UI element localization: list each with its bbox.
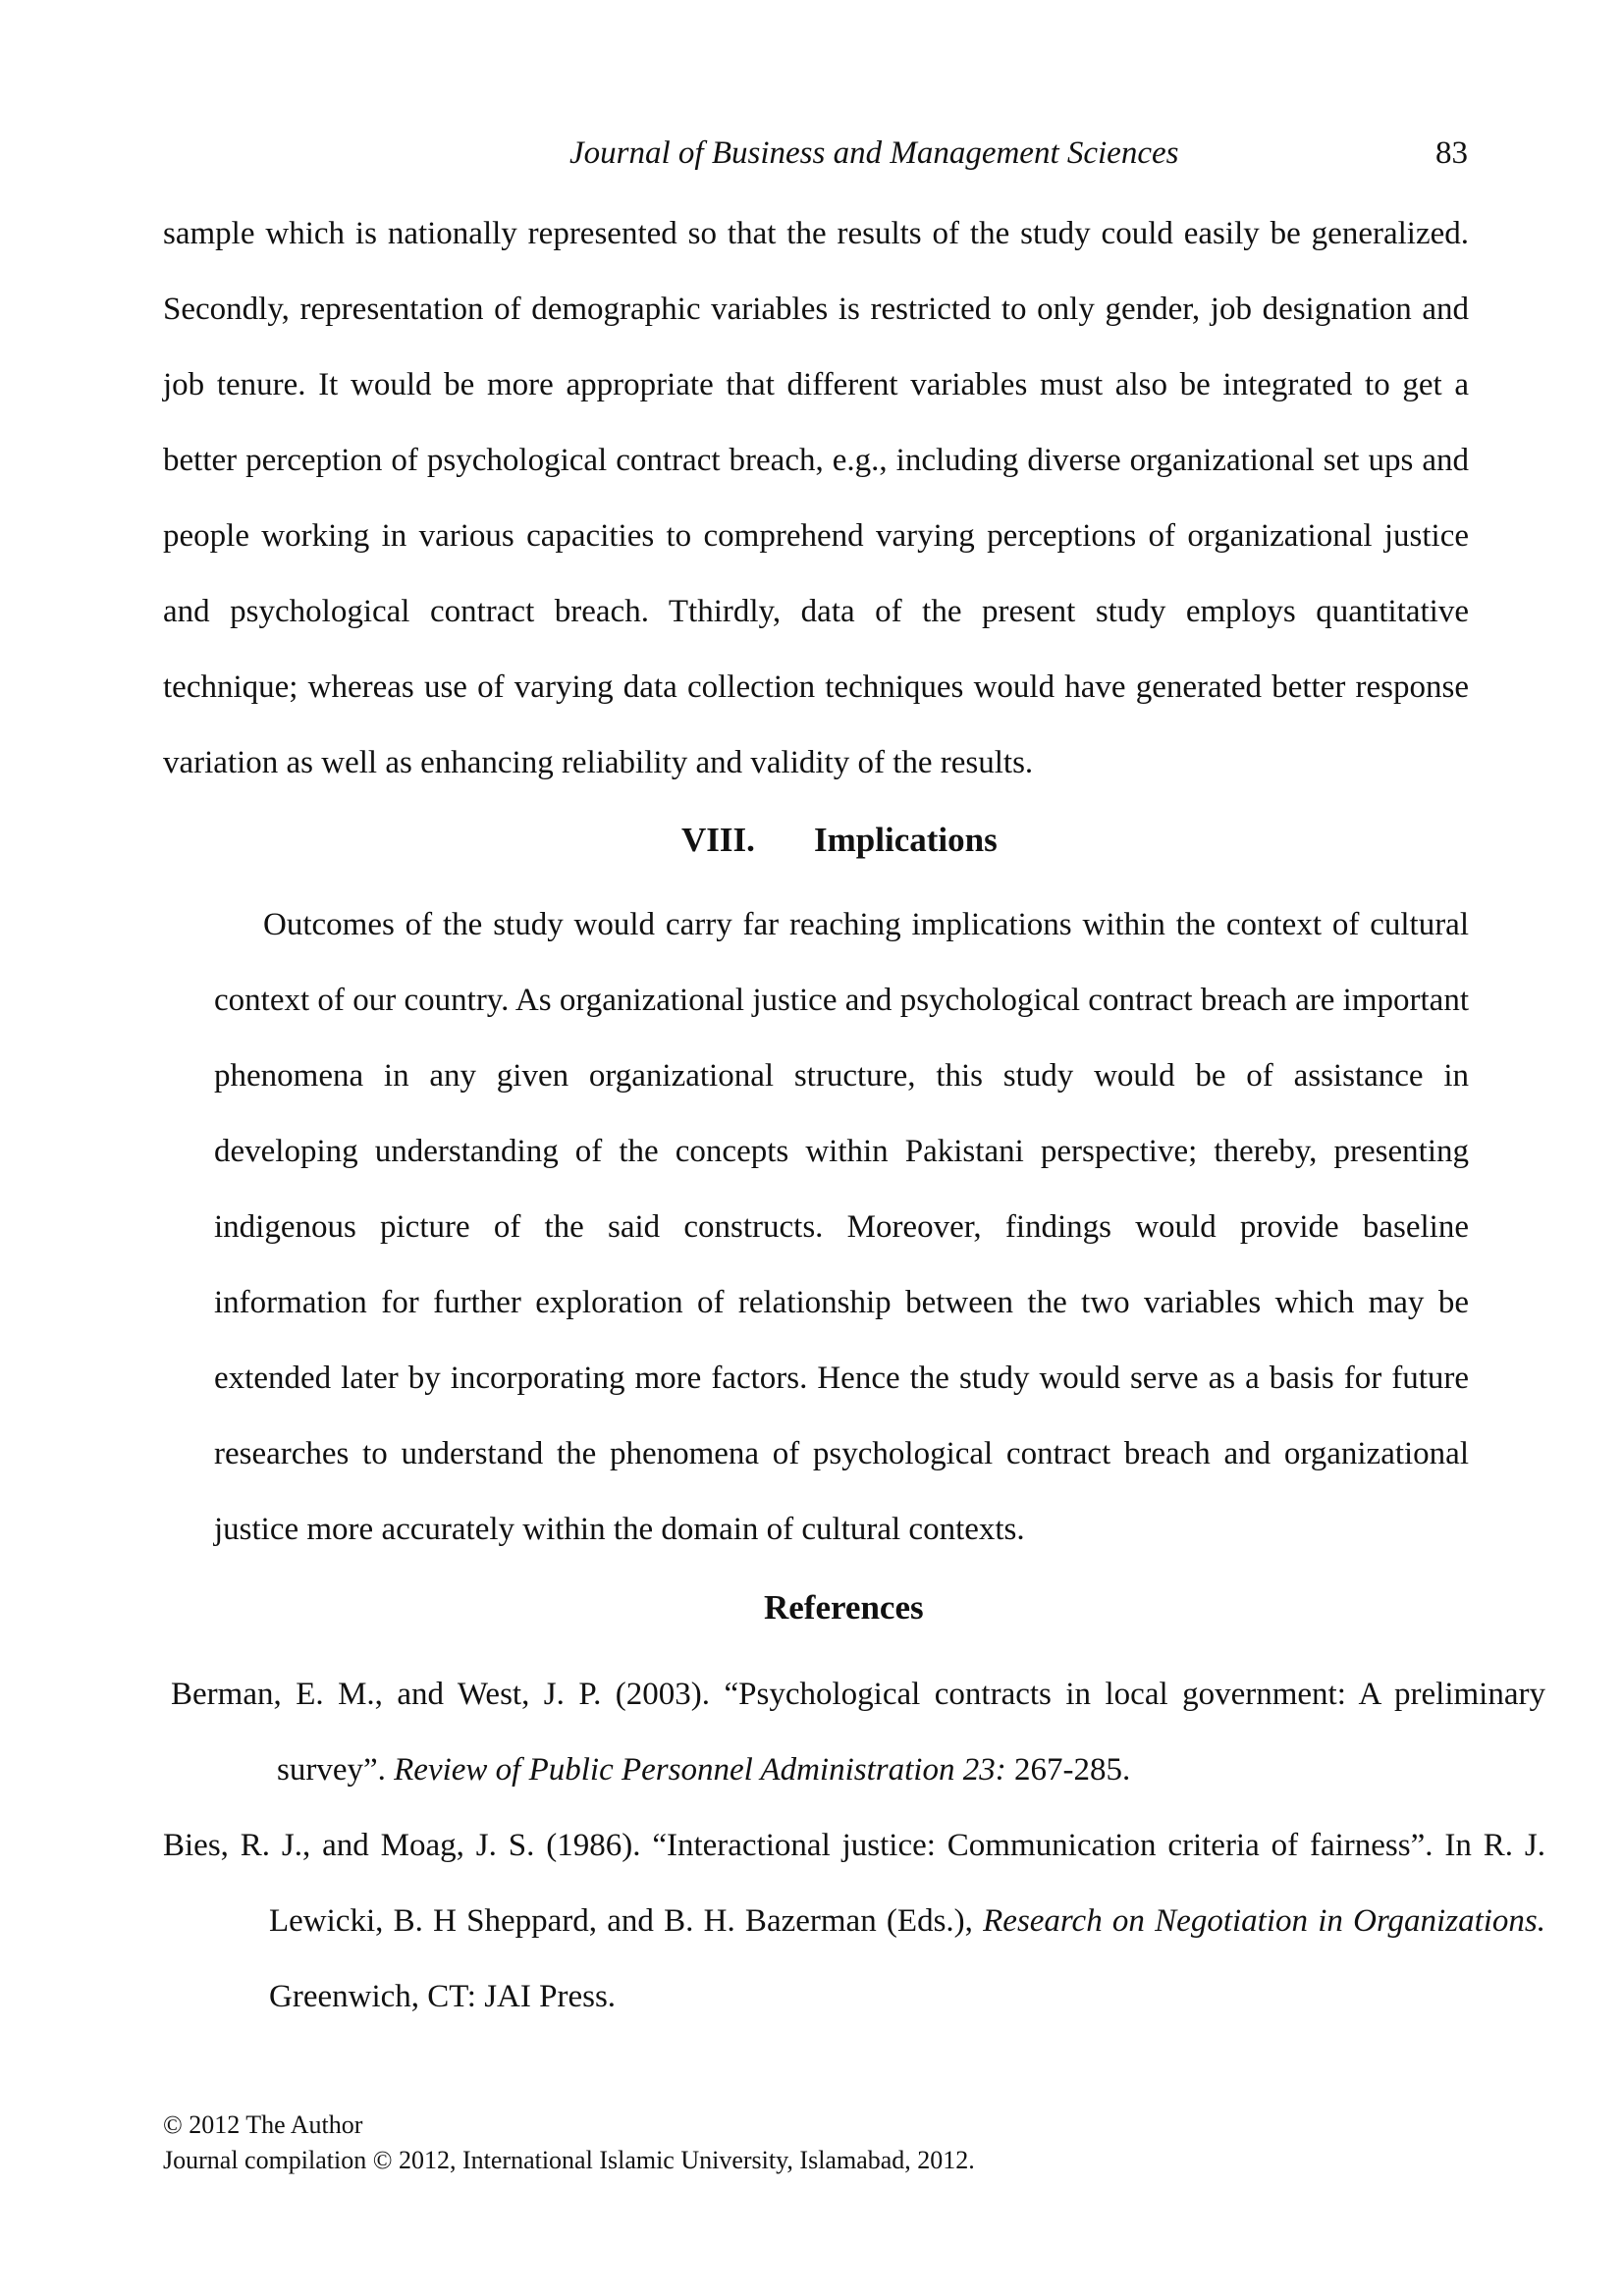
reference-entry — [171, 1657, 1545, 1808]
footer-copyright: © 2012 The Author — [163, 2110, 363, 2139]
references-heading: References — [764, 1588, 924, 1627]
body-paragraph-implications: Outcomes of the study would carry far reaching implications within the context of cultural context of our country. As organizational justice and psychological contract breach are important phenomena in any given organizational structure, this study would be of assistance in developing understanding of the concepts within Pakistani perspective; thereby, presenting indigenous picture of the said constructs. Moreover, findings would provide baseline information for further exploration of relationship between the two variables which may be extended later by incorporating more factors. Hence the study would serve as a basis for future researches to understand the phenomena of psychological contract breach and organizational justice more accurately within the domain of cultural contexts. — [214, 907, 1469, 1547]
body-paragraph-limitations: sample which is nationally represented so that the results of the study could easily be generalized. Secondly, representation of demographic variables is restricted to only gender, job designation and job tenure. It would be more appropriate that different variables must also be integrated to get a better perception of psychological contract breach, e.g., including diverse organizational set ups and people working in various capacities to comprehend varying perceptions of organizational justice and psychological contract breach. Tthirdly, data of the present study employs quantitative technique; whereas use of varying data collection techniques would have generated better response variation as well as enhancing reliability and validity of the results. — [163, 216, 1469, 780]
reference-text: Berman, E. M., and West, J. P. (2003). “Psychological contracts in local government: A preliminary survey”. — [171, 1677, 1545, 1788]
journal-title: Journal of Business and Management Sciences — [569, 135, 1179, 171]
reference-source-italic: Review of Public Personnel Administration 23: — [394, 1752, 1006, 1788]
section-number: VIII. — [681, 821, 755, 859]
footer-compilation: Journal compilation © 2012, International Islamic University, Islamabad, 2012. — [163, 2146, 975, 2174]
section-title: Implications — [814, 821, 998, 859]
reference-text: Bies, R. J., and Moag, J. S. (1986). “Interactional justice: Communication criteria of fairness”. In R. J. Lewicki, B. H Sheppard, and B. H. Bazerman (Eds.), — [163, 1828, 1545, 1939]
page-number: 83 — [1435, 135, 1468, 171]
reference-entry — [163, 1808, 1545, 2035]
reference-source-italic: Research on Negotiation in Organizations. — [983, 1903, 1546, 1939]
reference-pages: 267-285. — [1005, 1752, 1131, 1788]
reference-publisher: Greenwich, CT: JAI Press. — [269, 1979, 617, 2014]
